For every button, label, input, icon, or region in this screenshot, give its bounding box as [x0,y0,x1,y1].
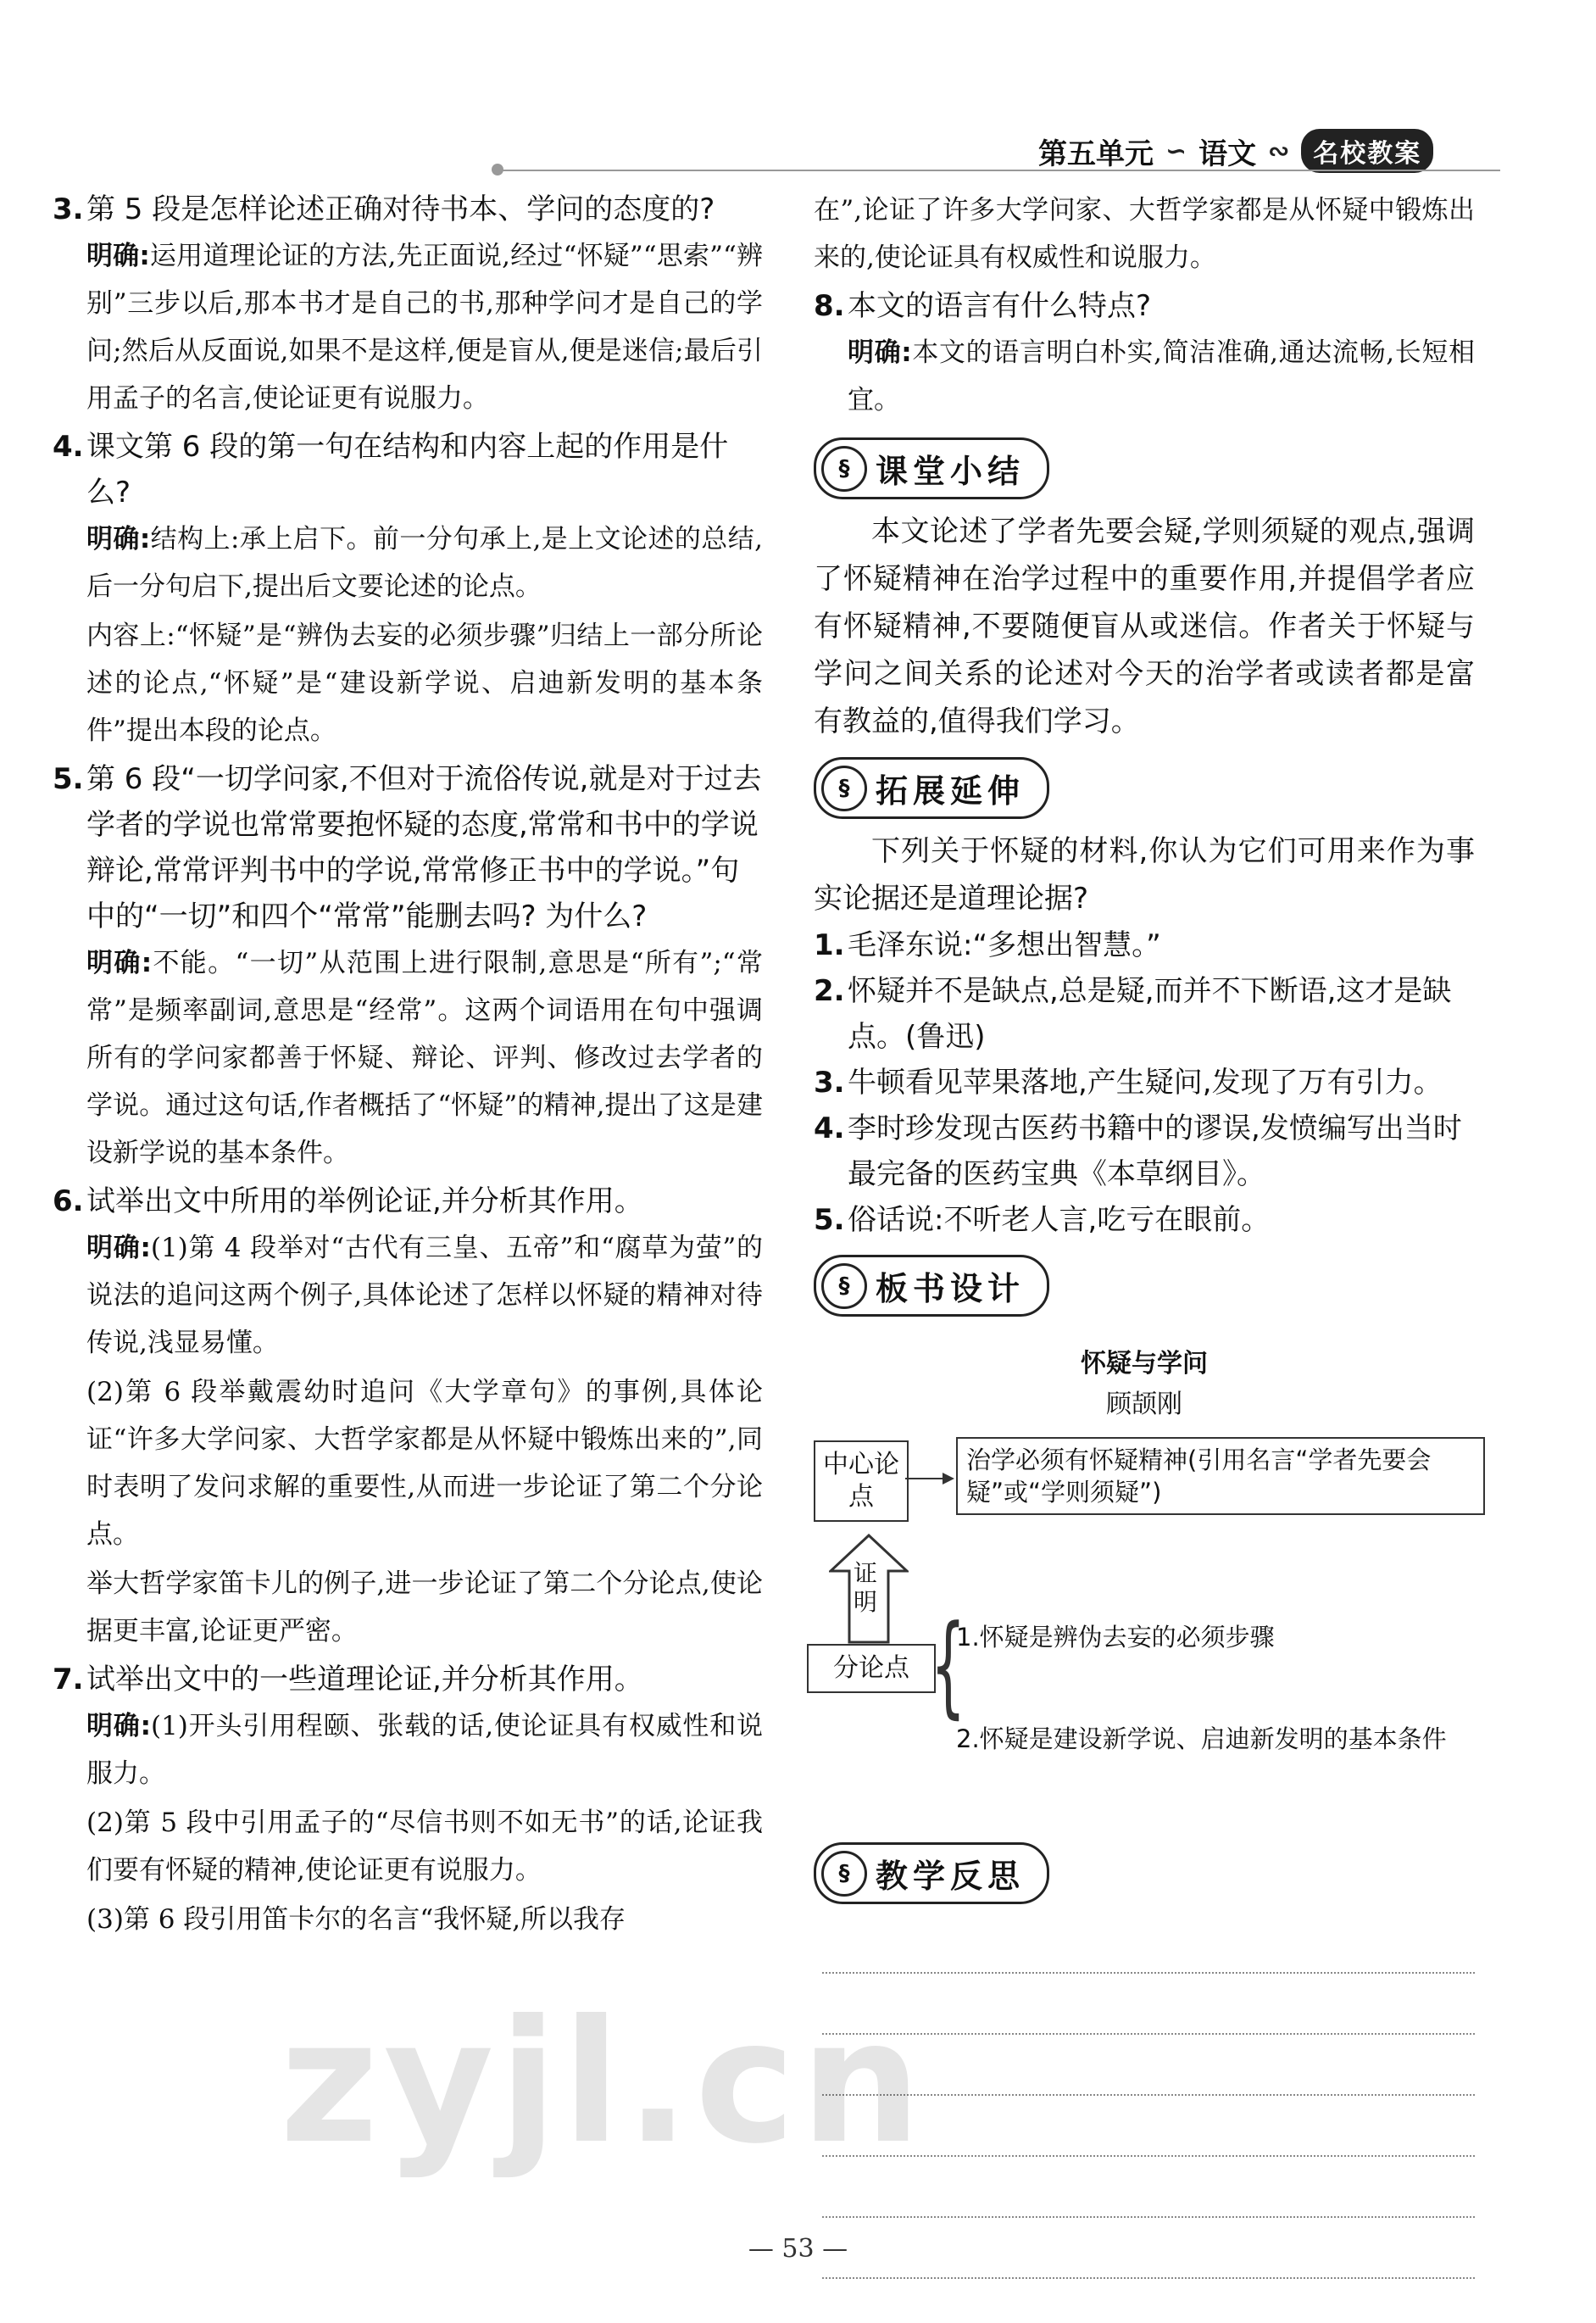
item-text: 俗话说:不听老人言,吃亏在眼前。 [848,1203,1271,1237]
right-arrow-icon [905,1478,953,1479]
answer-text: 结构上:承上启下。前一分句承上,是上文论述的总结,后一分句启下,提出后文要论述的论点。 [86,524,763,602]
right-column [814,187,1475,2279]
list-item [814,1106,1475,1197]
section-icon: § [821,766,867,811]
section-reflection-heading [814,1842,1049,1904]
question-text: 本文的语言有什么特点? [848,289,1152,323]
unit-label: 第五单元 [1038,136,1154,171]
section-extension-heading [814,757,1049,819]
extension-intro: 下列关于怀疑的材料,你认为它们可用来作为事实论据还是道理论据? [814,834,1475,916]
question-6 [53,1178,763,1224]
answer-7-part2: (2)第 5 段中引用孟子的“尽信书则不如无书”的话,论证我们要有怀疑的精神,使论证更有说服力。 [86,1808,763,1886]
item-number: 1. [814,928,845,962]
list-item [814,1060,1475,1106]
sub-point-2: 2.怀疑是建设新学说、启迪新发明的基本条件 [956,1724,1447,1753]
item-number: 5. [814,1203,845,1237]
list-item [814,1197,1475,1243]
section-summary-heading [814,437,1049,499]
sub-point-1: 1.怀疑是辨伪去妄的必须步骤 [956,1623,1275,1652]
writing-line[interactable] [822,1913,1475,1974]
answer-7-part1 [86,1702,763,1797]
swirl-right-icon: ∾ [1268,136,1290,166]
sub-point-box: 分论点 [807,1644,936,1693]
section-title: 教学反思 [876,1858,1026,1895]
subject-label: 语文 [1198,136,1257,171]
center-thesis-box: 中心论点 [814,1440,909,1522]
header-rule [500,170,1500,171]
answer-3 [86,232,763,422]
list-item [814,922,1475,968]
brand-badge: 名校教案 [1301,129,1433,173]
answer-key: 明确: [86,1233,151,1263]
question-number: 5. [53,762,84,796]
center-thesis-text: 治学必须有怀疑精神(引用名言“学者先要会疑”或“学则须疑”) [956,1437,1485,1515]
answer-text: (1)第 4 段举对“古代有三皇、五帝”和“腐草为萤”的说法的追问这两个例子,具体论述了怎样以怀疑的精神对待传说,浅显易懂。 [86,1233,764,1358]
question-number: 8. [814,289,845,323]
question-text: 试举出文中的一些道理论证,并分析其作用。 [86,1663,643,1696]
swirl-left-icon: ∽ [1165,136,1187,166]
answer-6-part1 [86,1224,763,1367]
board-doc-title: 怀疑与学问 [1081,1349,1208,1379]
item-number: 4. [814,1111,845,1145]
brace-icon: { [931,1601,966,1730]
question-3 [53,187,763,232]
answer-key: 明确: [86,241,150,271]
list-item [814,968,1475,1060]
answer-5 [86,939,763,1177]
answer-8 [848,329,1475,424]
item-text: 毛泽东说:“多想出智慧。” [848,928,1161,962]
answer-6-part3: 举大哲学家笛卡儿的例子,进一步论证了第二个分论点,使论据更丰富,论证更严密。 [86,1568,763,1646]
question-number: 3. [53,192,84,226]
question-number: 6. [53,1184,84,1218]
answer-7-continued: 在”,论证了许多大学问家、大哲学家都是从怀疑中锻炼出来的,使论证具有权威性和说服力。 [814,195,1475,273]
section-icon: § [821,1263,867,1309]
answer-6-part2: (2)第 6 段举戴震幼时追问《大学章句》的事例,具体论证“许多大学问家、大哲学家都是从怀疑中锻炼出来的”,同时表明了发问求解的重要性,从而进一步论证了第二个分论点。 [86,1377,763,1550]
answer-text: 本文的语言明白朴实,简洁准确,通达流畅,长短相宜。 [848,337,1475,415]
question-text: 第 6 段“一切学问家,不但对于流俗传说,就是对于过去学者的学说也常常要抱怀疑的态度,常常和书中的学说辩论,常常评判书中的学说,常常修正书中的学说。”句中的“一切”和四个“常常”能删去吗? 为什么? [86,762,762,933]
answer-key: 明确: [86,524,151,554]
board-author: 顾颉刚 [1106,1390,1182,1419]
section-icon: § [821,446,867,492]
question-text: 课文第 6 段的第一句在结构和内容上起的作用是什么? [86,430,729,510]
summary-text: 本文论述了学者先要会疑,学则须疑的观点,强调了怀疑精神在治学过程中的重要作用,并提倡学者应有怀疑精神,不要随便盲从或迷信。作者关于怀疑与学问之间关系的论述对今天的治学者或读者都是富有教益的,值得我们学习。 [814,515,1475,738]
question-4 [53,424,763,515]
answer-key: 明确: [848,337,912,368]
left-column [53,187,763,1945]
answer-key: 明确: [86,1711,151,1741]
answer-text: 不能。“一切”从范围上进行限制,意思是“所有”;“常常”是频率副词,意思是“经常”。这两个词语用在句中强调所有的学问家都善于怀疑、辩论、评判、修改过去学者的学说。通过这句话,作者概括了“怀疑”的精神,提出了这是建设新学说的基本条件。 [86,948,763,1168]
question-text: 试举出文中所用的举例论证,并分析其作用。 [86,1184,643,1218]
section-title: 板书设计 [876,1270,1026,1307]
page-header [1038,125,1513,176]
item-number: 3. [814,1066,845,1100]
answer-4-content: 内容上:“怀疑”是“辨伪去妄的必须步骤”归结上一部分所论述的论点,“怀疑”是“建设新学说、启迪新发明的基本条件”提出本段的论点。 [86,621,763,746]
watermark: zyjl.cn [280,1984,926,2181]
item-number: 2. [814,974,845,1008]
question-text: 第 5 段是怎样论述正确对待书本、学问的态度的? [86,192,715,226]
question-8 [814,283,1475,329]
answer-text: (1)开头引用程颐、张载的话,使论证具有权威性和说服力。 [86,1711,763,1789]
answer-text: 运用道理论证的方法,先正面说,经过“怀疑”“思索”“辨别”三步以后,那本书才是自己的书,那种学问才是自己的学问;然后从反面说,如果不是这样,便是盲从,便是迷信;最后引用孟子的名言,使论证更有说服力。 [86,241,763,414]
question-number: 4. [53,430,84,464]
section-icon: § [821,1851,867,1897]
item-text: 牛顿看见苹果落地,产生疑问,发现了万有引力。 [848,1066,1443,1100]
page-number: — 53 — [748,2234,848,2264]
answer-4-structure [86,515,763,610]
question-7 [53,1657,763,1702]
section-board-heading [814,1255,1049,1317]
board-diagram [814,1432,1475,1830]
answer-key: 明确: [86,948,153,978]
item-text: 李时珍发现古医药书籍中的谬误,发愤编写出当时最完备的医药宝典《本草纲目》。 [848,1111,1462,1191]
question-5 [53,756,763,939]
section-title: 课堂小结 [876,453,1026,490]
proof-label: 证明 [853,1559,877,1616]
question-number: 7. [53,1663,84,1696]
section-title: 拓展延伸 [876,772,1026,810]
item-text: 怀疑并不是缺点,总是疑,而并不下断语,这才是缺点。(鲁迅) [848,974,1452,1054]
answer-7-part3: (3)第 6 段引用笛卡尔的名言“我怀疑,所以我存 [86,1904,626,1935]
